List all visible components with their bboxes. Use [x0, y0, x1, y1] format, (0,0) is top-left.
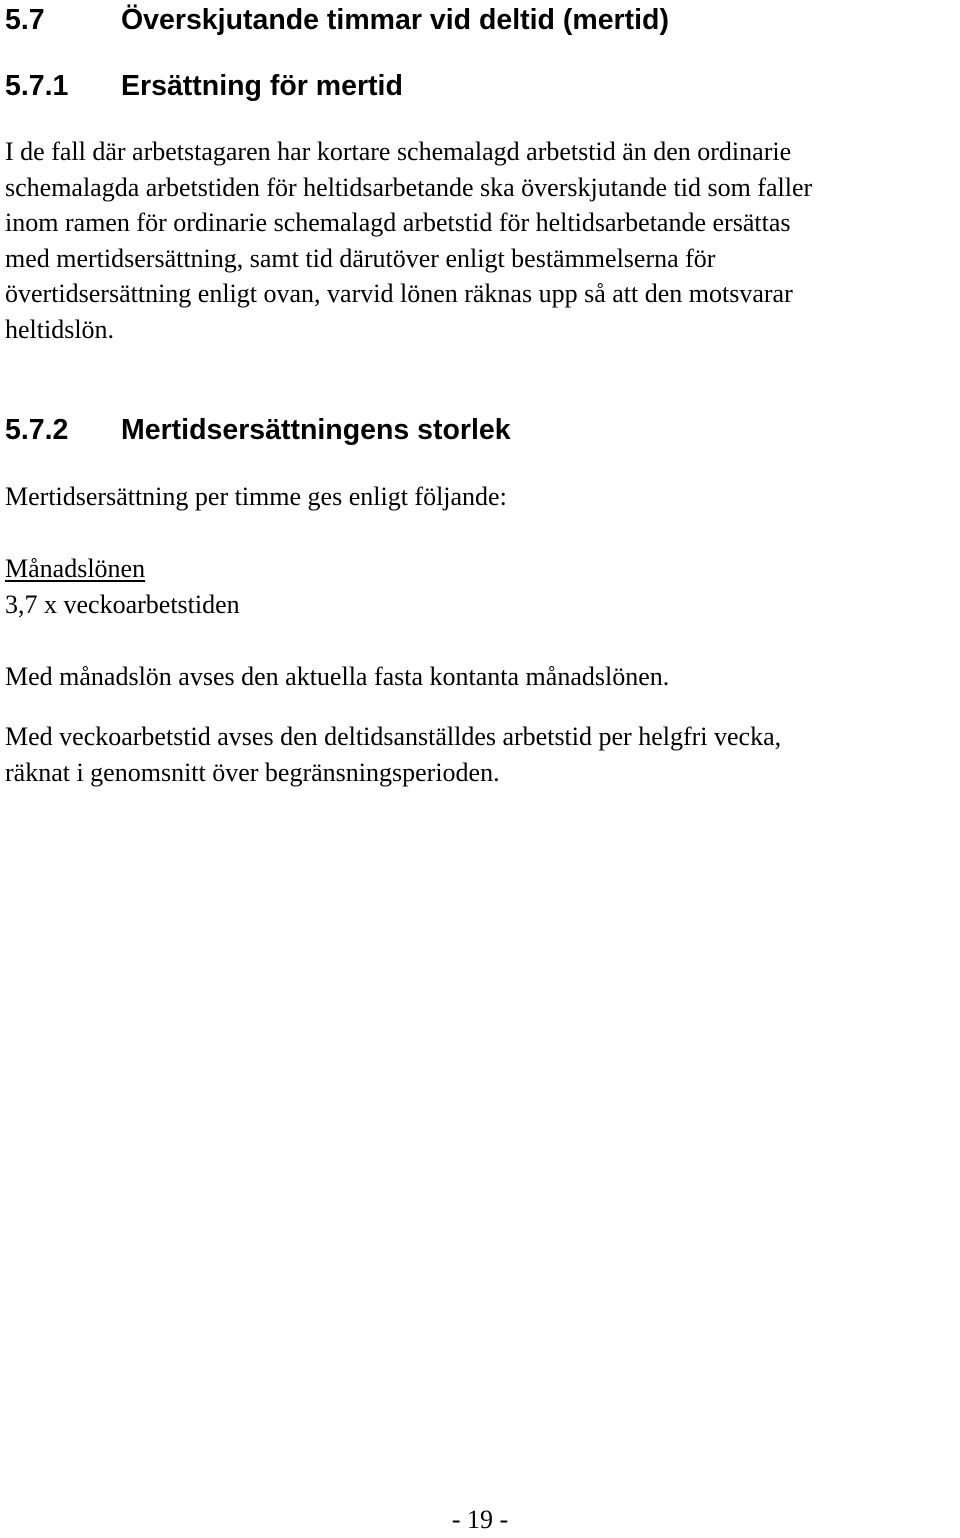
paragraph-line: räknat i genomsnitt över begränsningsperioden.: [5, 757, 500, 787]
formula-numerator: [5, 551, 957, 587]
section-number: 5.7: [5, 4, 45, 36]
subsection-heading-2: [5, 412, 511, 448]
paragraph-mertid-compensation: [5, 134, 957, 347]
paragraph-line: Med veckoarbetstid avses den deltidsanställdes arbetstid per helgfri vecka,: [5, 722, 782, 751]
formula-denominator: 3,7 x veckoarbetstiden: [5, 590, 240, 619]
formula-intro: Mertidsersättning per timme ges enligt följande:: [5, 482, 507, 511]
page-number: - 19 -: [451, 1505, 509, 1534]
paragraph-line: övertidsersättning enligt ovan, varvid lönen räknas upp så att den motsvarar: [5, 279, 793, 308]
formula-numerator-text: Månadslönen: [5, 554, 146, 583]
section-title: Överskjutande timmar vid deltid (mertid): [121, 4, 669, 36]
paragraph-monthly-salary-definition: Med månadslön avses den aktuella fasta kontanta månadslönen.: [5, 662, 670, 691]
subsection-heading-1: [5, 68, 403, 104]
paragraph-line: inom ramen för ordinarie schemalagd arbetstid för heltidsarbetande ersättas: [5, 208, 791, 237]
paragraph-line: med mertidsersättning, samt tid därutöver enligt bestämmelserna för: [5, 243, 716, 273]
paragraph-line: heltidslön.: [5, 314, 115, 344]
subsection-number-1: 5.7.1: [5, 70, 69, 102]
paragraph-line: I de fall där arbetstagaren har kortare schemalagd arbetstid än den ordinarie: [5, 137, 792, 166]
subsection-title-2: Mertidsersättningens storlek: [121, 414, 511, 446]
subsection-title-1: Ersättning för mertid: [121, 70, 403, 102]
paragraph-weekly-hours-definition: [5, 719, 957, 790]
subsection-number-2: 5.7.2: [5, 414, 69, 446]
paragraph-line: schemalagda arbetstiden för heltidsarbetande ska överskjutande tid som faller: [5, 172, 813, 202]
section-heading: [5, 2, 669, 38]
